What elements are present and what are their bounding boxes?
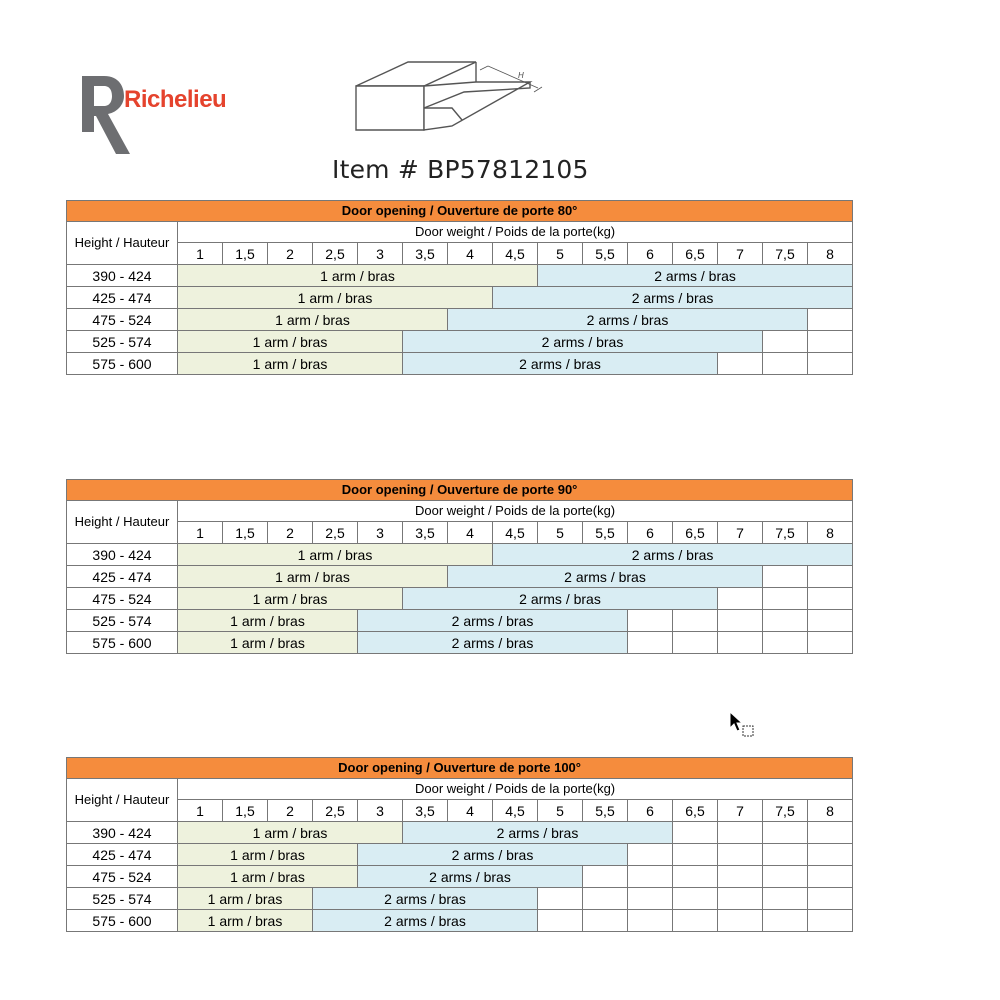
table-row	[67, 632, 853, 654]
height-range: 575 - 600	[67, 910, 178, 932]
two-arms-range: 2 arms / bras	[313, 888, 538, 910]
weight-value: 1	[178, 243, 223, 265]
table-row	[67, 866, 853, 888]
height-range: 425 - 474	[67, 566, 178, 588]
height-range: 425 - 474	[67, 287, 178, 309]
door-opening-80-table	[66, 200, 853, 375]
weight-value: 1	[178, 522, 223, 544]
two-arms-range: 2 arms / bras	[448, 566, 763, 588]
empty-cell	[718, 632, 763, 654]
brand-name: Richelieu	[124, 86, 227, 113]
table-row	[67, 544, 853, 566]
one-arm-range: 1 arm / bras	[178, 588, 403, 610]
chart-title-row	[67, 480, 853, 501]
empty-cell	[628, 844, 673, 866]
empty-cell	[673, 822, 718, 844]
weight-value: 2	[268, 243, 313, 265]
door-weight-header: Door weight / Poids de la porte(kg)	[178, 501, 853, 522]
empty-cell	[538, 910, 583, 932]
empty-cell	[763, 588, 808, 610]
empty-cell	[628, 866, 673, 888]
empty-cell	[718, 844, 763, 866]
empty-cell	[763, 331, 808, 353]
empty-cell	[808, 353, 853, 375]
weights-row	[67, 243, 853, 265]
two-arms-range: 2 arms / bras	[313, 910, 538, 932]
empty-cell	[718, 588, 763, 610]
weight-value: 7	[718, 522, 763, 544]
weight-value: 2,5	[313, 522, 358, 544]
table-row	[67, 353, 853, 375]
table-row	[67, 331, 853, 353]
empty-cell	[583, 866, 628, 888]
weight-value: 2	[268, 800, 313, 822]
weight-value: 6,5	[673, 243, 718, 265]
empty-cell	[628, 910, 673, 932]
chart-title-row	[67, 758, 853, 779]
empty-cell	[628, 888, 673, 910]
empty-cell	[583, 888, 628, 910]
empty-cell	[763, 353, 808, 375]
two-arms-range: 2 arms / bras	[538, 265, 853, 287]
one-arm-range: 1 arm / bras	[178, 353, 403, 375]
weight-value: 7	[718, 800, 763, 822]
weight-value: 5	[538, 800, 583, 822]
empty-cell	[763, 910, 808, 932]
weight-value: 7	[718, 243, 763, 265]
weight-value: 5	[538, 243, 583, 265]
weight-value: 1,5	[223, 243, 268, 265]
table-row	[67, 309, 853, 331]
door-weight-header: Door weight / Poids de la porte(kg)	[178, 779, 853, 800]
empty-cell	[673, 610, 718, 632]
empty-cell	[808, 866, 853, 888]
weights-row	[67, 800, 853, 822]
height-range: 475 - 524	[67, 588, 178, 610]
header-row	[67, 779, 853, 800]
empty-cell	[808, 844, 853, 866]
weight-value: 6	[628, 243, 673, 265]
one-arm-range: 1 arm / bras	[178, 910, 313, 932]
weight-value: 8	[808, 800, 853, 822]
weight-value: 2	[268, 522, 313, 544]
mouse-pointer-icon	[728, 711, 758, 741]
empty-cell	[763, 822, 808, 844]
height-column-header: Height / Hauteur	[67, 779, 178, 822]
table-row	[67, 844, 853, 866]
door-weight-header: Door weight / Poids de la porte(kg)	[178, 222, 853, 243]
weight-value: 5	[538, 522, 583, 544]
weight-value: 2,5	[313, 800, 358, 822]
weight-value: 3	[358, 243, 403, 265]
weight-value: 3	[358, 800, 403, 822]
door-opening-90-table	[66, 479, 853, 654]
empty-cell	[628, 632, 673, 654]
weight-value: 7,5	[763, 243, 808, 265]
empty-cell	[673, 632, 718, 654]
height-range: 575 - 600	[67, 632, 178, 654]
weight-value: 2,5	[313, 243, 358, 265]
weight-value: 8	[808, 243, 853, 265]
chart-title: Door opening / Ouverture de porte 80°	[67, 201, 853, 222]
one-arm-range: 1 arm / bras	[178, 632, 358, 654]
two-arms-range: 2 arms / bras	[493, 287, 853, 309]
empty-cell	[808, 309, 853, 331]
weight-value: 4,5	[493, 243, 538, 265]
empty-cell	[808, 566, 853, 588]
height-column-header: Height / Hauteur	[67, 222, 178, 265]
one-arm-range: 1 arm / bras	[178, 844, 358, 866]
weight-value: 3	[358, 522, 403, 544]
table-row	[67, 610, 853, 632]
height-range: 525 - 574	[67, 610, 178, 632]
two-arms-range: 2 arms / bras	[403, 331, 763, 353]
two-arms-range: 2 arms / bras	[358, 866, 583, 888]
table-row	[67, 822, 853, 844]
empty-cell	[583, 910, 628, 932]
empty-cell	[808, 822, 853, 844]
empty-cell	[538, 888, 583, 910]
height-range: 425 - 474	[67, 844, 178, 866]
weights-row	[67, 522, 853, 544]
height-range: 575 - 600	[67, 353, 178, 375]
one-arm-range: 1 arm / bras	[178, 888, 313, 910]
weight-value: 1	[178, 800, 223, 822]
empty-cell	[718, 866, 763, 888]
richelieu-logo	[80, 74, 270, 158]
header-row	[67, 501, 853, 522]
two-arms-range: 2 arms / bras	[403, 353, 718, 375]
weight-value: 8	[808, 522, 853, 544]
weight-value: 3,5	[403, 800, 448, 822]
height-column-header: Height / Hauteur	[67, 501, 178, 544]
empty-cell	[673, 888, 718, 910]
empty-cell	[808, 331, 853, 353]
weight-value: 6,5	[673, 522, 718, 544]
one-arm-range: 1 arm / bras	[178, 544, 493, 566]
weight-value: 5,5	[583, 800, 628, 822]
height-range: 390 - 424	[67, 544, 178, 566]
empty-cell	[763, 566, 808, 588]
two-arms-range: 2 arms / bras	[403, 588, 718, 610]
door-opening-100-table	[66, 757, 853, 932]
table-row	[67, 287, 853, 309]
weight-value: 6	[628, 800, 673, 822]
weight-value: 3,5	[403, 243, 448, 265]
weight-value: 3,5	[403, 522, 448, 544]
header-row	[67, 222, 853, 243]
empty-cell	[763, 632, 808, 654]
empty-cell	[763, 610, 808, 632]
empty-cell	[673, 844, 718, 866]
empty-cell	[808, 888, 853, 910]
empty-cell	[718, 610, 763, 632]
two-arms-range: 2 arms / bras	[358, 844, 628, 866]
table-row	[67, 588, 853, 610]
weight-value: 4	[448, 800, 493, 822]
weight-value: 1,5	[223, 800, 268, 822]
weight-value: 6,5	[673, 800, 718, 822]
two-arms-range: 2 arms / bras	[403, 822, 673, 844]
empty-cell	[808, 632, 853, 654]
empty-cell	[808, 588, 853, 610]
empty-cell	[718, 910, 763, 932]
one-arm-range: 1 arm / bras	[178, 331, 403, 353]
weight-value: 7,5	[763, 522, 808, 544]
item-number: Item # BP57812105	[332, 155, 589, 184]
empty-cell	[628, 610, 673, 632]
weight-value: 5,5	[583, 522, 628, 544]
weight-value: 1,5	[223, 522, 268, 544]
product-drawing-icon	[352, 56, 552, 136]
one-arm-range: 1 arm / bras	[178, 287, 493, 309]
two-arms-range: 2 arms / bras	[493, 544, 853, 566]
table-row	[67, 566, 853, 588]
one-arm-range: 1 arm / bras	[178, 265, 538, 287]
empty-cell	[763, 866, 808, 888]
empty-cell	[718, 353, 763, 375]
height-range: 475 - 524	[67, 866, 178, 888]
one-arm-range: 1 arm / bras	[178, 822, 403, 844]
one-arm-range: 1 arm / bras	[178, 309, 448, 331]
svg-text:H: H	[518, 71, 525, 80]
weight-value: 4	[448, 522, 493, 544]
table-row	[67, 910, 853, 932]
empty-cell	[673, 910, 718, 932]
height-range: 525 - 574	[67, 888, 178, 910]
empty-cell	[808, 910, 853, 932]
height-range: 525 - 574	[67, 331, 178, 353]
two-arms-range: 2 arms / bras	[358, 610, 628, 632]
chart-title: Door opening / Ouverture de porte 100°	[67, 758, 853, 779]
table-row	[67, 265, 853, 287]
chart-title-row	[67, 201, 853, 222]
height-range: 390 - 424	[67, 265, 178, 287]
table-row	[67, 888, 853, 910]
empty-cell	[718, 888, 763, 910]
weight-value: 6	[628, 522, 673, 544]
one-arm-range: 1 arm / bras	[178, 566, 448, 588]
weight-value: 7,5	[763, 800, 808, 822]
one-arm-range: 1 arm / bras	[178, 866, 358, 888]
empty-cell	[808, 610, 853, 632]
weight-value: 4	[448, 243, 493, 265]
one-arm-range: 1 arm / bras	[178, 610, 358, 632]
weight-value: 4,5	[493, 522, 538, 544]
empty-cell	[763, 844, 808, 866]
height-range: 475 - 524	[67, 309, 178, 331]
height-range: 390 - 424	[67, 822, 178, 844]
chart-title: Door opening / Ouverture de porte 90°	[67, 480, 853, 501]
empty-cell	[718, 822, 763, 844]
empty-cell	[763, 888, 808, 910]
two-arms-range: 2 arms / bras	[358, 632, 628, 654]
weight-value: 4,5	[493, 800, 538, 822]
weight-value: 5,5	[583, 243, 628, 265]
empty-cell	[673, 866, 718, 888]
two-arms-range: 2 arms / bras	[448, 309, 808, 331]
